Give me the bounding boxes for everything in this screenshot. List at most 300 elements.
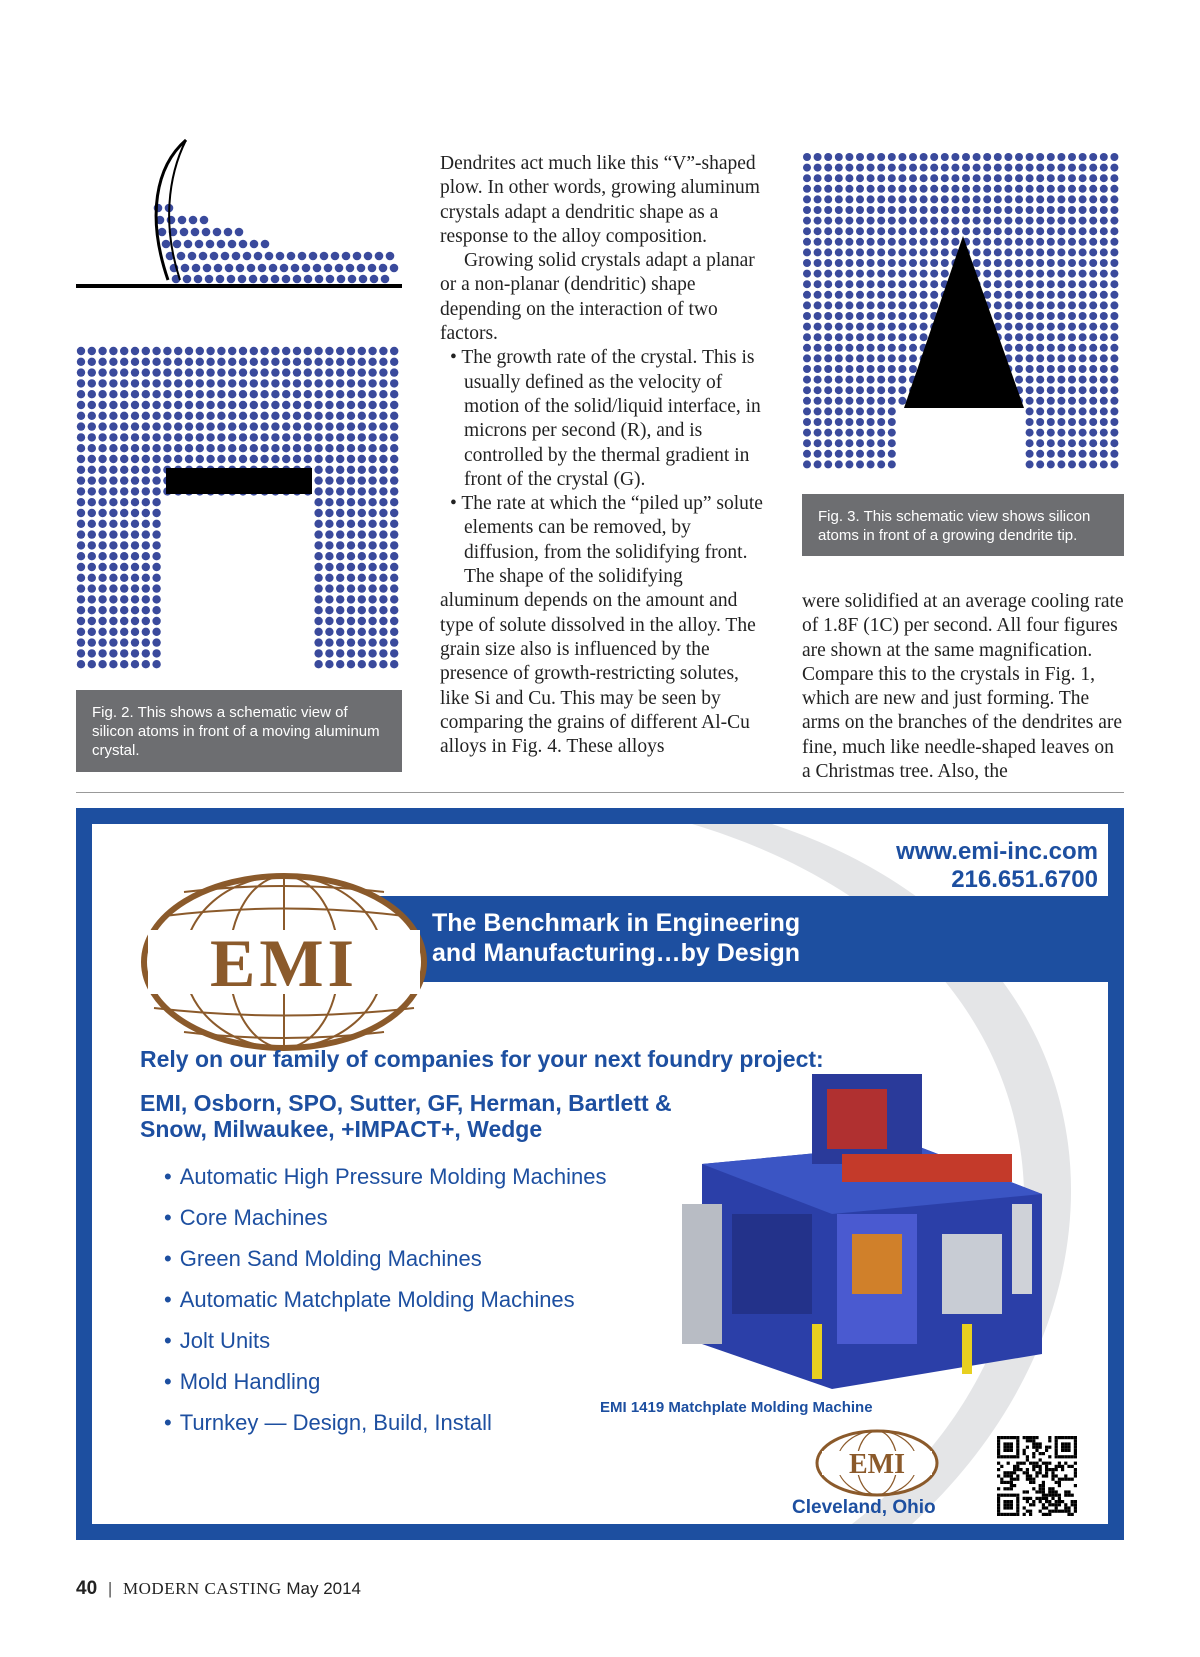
atom-dot xyxy=(845,386,853,394)
atom-dot xyxy=(888,397,896,405)
atom-dot xyxy=(120,520,128,528)
atom-dot xyxy=(824,164,832,172)
atom-dot xyxy=(1068,365,1076,373)
atom-dot xyxy=(282,422,290,430)
atom-dot xyxy=(109,412,117,420)
atom-dot xyxy=(324,264,333,273)
plow-atom-dots xyxy=(154,204,399,284)
atom-dot xyxy=(196,455,204,463)
atom-dot xyxy=(282,455,290,463)
atom-dot xyxy=(814,460,822,468)
atom-dot xyxy=(941,238,949,246)
atom-dot xyxy=(314,638,322,646)
atom-dot xyxy=(347,606,355,614)
atom-dot xyxy=(1110,217,1118,225)
atom-dot xyxy=(185,358,193,366)
atom-dot xyxy=(98,628,106,636)
atom-dot xyxy=(390,379,398,387)
atom-dot xyxy=(217,444,225,452)
atom-dot xyxy=(390,433,398,441)
atom-dot xyxy=(379,412,387,420)
atom-dot xyxy=(856,365,864,373)
atom-dot xyxy=(909,195,917,203)
small-logo-text: EMI xyxy=(849,1449,905,1480)
atom-dot xyxy=(909,291,917,299)
atom-dot xyxy=(98,368,106,376)
atom-dot xyxy=(347,520,355,528)
atom-dot xyxy=(1068,323,1076,331)
atom-dot xyxy=(276,252,285,261)
atom-dot xyxy=(77,401,85,409)
atom-dot xyxy=(98,552,106,560)
atom-dot xyxy=(98,509,106,517)
atom-dot xyxy=(803,291,811,299)
atom-dot xyxy=(1057,153,1065,161)
atom-dot xyxy=(304,368,312,376)
atom-dot xyxy=(920,333,928,341)
atom-dot xyxy=(98,498,106,506)
atom-dot xyxy=(88,606,96,614)
atom-dot xyxy=(336,455,344,463)
atom-dot xyxy=(824,270,832,278)
atom-dot xyxy=(293,368,301,376)
atom-dot xyxy=(1026,386,1034,394)
atom-dot xyxy=(109,498,117,506)
atom-dot xyxy=(898,174,906,182)
atom-dot xyxy=(803,259,811,267)
atom-dot xyxy=(920,174,928,182)
atom-dot xyxy=(1015,344,1023,352)
atom-dot xyxy=(1068,397,1076,405)
atom-dot xyxy=(845,280,853,288)
atom-dot xyxy=(856,174,864,182)
atom-dot xyxy=(867,450,875,458)
atom-dot xyxy=(390,466,398,474)
atom-dot xyxy=(131,368,139,376)
atom-dot xyxy=(1047,259,1055,267)
atom-dot xyxy=(1004,238,1012,246)
service-item: • Turnkey — Design, Build, Install xyxy=(164,1410,606,1451)
atom-dot xyxy=(163,433,171,441)
atom-dot xyxy=(877,365,885,373)
atom-dot xyxy=(239,401,247,409)
atom-dot xyxy=(1089,354,1097,362)
atom-dot xyxy=(217,390,225,398)
atom-dot xyxy=(1100,195,1108,203)
atom-dot xyxy=(239,455,247,463)
atom-dot xyxy=(845,407,853,415)
atom-dot xyxy=(994,312,1002,320)
atom-dot xyxy=(1057,418,1065,426)
atom-dot xyxy=(1110,227,1118,235)
atom-dot xyxy=(824,323,832,331)
atom-dot xyxy=(390,509,398,517)
atom-dot xyxy=(379,264,388,273)
atom-dot xyxy=(845,195,853,203)
atom-dot xyxy=(835,301,843,309)
atom-dot xyxy=(358,368,366,376)
atom-dot xyxy=(152,563,160,571)
atom-dot xyxy=(856,397,864,405)
atom-dot xyxy=(1047,460,1055,468)
atom-dot xyxy=(142,390,150,398)
atom-dot xyxy=(325,433,333,441)
atom-dot xyxy=(867,270,875,278)
atom-dot xyxy=(1079,450,1087,458)
atom-dot xyxy=(856,280,864,288)
atom-dot xyxy=(814,270,822,278)
atom-dot xyxy=(98,466,106,474)
atom-dot xyxy=(1026,227,1034,235)
middle-bullet-1: • The growth rate of the crystal. This is usually defined as the velocity of motion of the solid/liquid interface, in microns per second (R), and is controlled by the thermal gradient in front of the crystal (G). xyxy=(450,347,761,490)
atom-dot xyxy=(1047,429,1055,437)
atom-dot xyxy=(824,365,832,373)
atom-dot xyxy=(1100,185,1108,193)
atom-dot xyxy=(1057,174,1065,182)
atom-dot xyxy=(358,638,366,646)
atom-dot xyxy=(271,368,279,376)
atom-dot xyxy=(803,429,811,437)
atom-dot xyxy=(358,606,366,614)
atom-dot xyxy=(835,280,843,288)
atom-dot xyxy=(358,530,366,538)
atom-dot xyxy=(196,444,204,452)
atom-dot xyxy=(368,498,376,506)
atom-dot xyxy=(1004,301,1012,309)
atom-dot xyxy=(239,347,247,355)
atom-dot xyxy=(835,344,843,352)
atom-dot xyxy=(109,628,117,636)
atom-dot xyxy=(877,195,885,203)
atom-dot xyxy=(824,227,832,235)
atom-dot xyxy=(358,379,366,387)
atom-dot xyxy=(224,228,233,237)
atom-dot xyxy=(1036,354,1044,362)
atom-dot xyxy=(930,217,938,225)
atom-dot xyxy=(1068,407,1076,415)
atom-dot xyxy=(88,422,96,430)
atom-dot xyxy=(379,498,387,506)
atom-dot xyxy=(1047,153,1055,161)
atom-dot xyxy=(120,541,128,549)
atom-dot xyxy=(814,185,822,193)
atom-dot xyxy=(930,185,938,193)
atom-dot xyxy=(898,270,906,278)
atom-dot xyxy=(930,291,938,299)
atom-dot xyxy=(1047,217,1055,225)
atom-dot xyxy=(888,460,896,468)
atom-dot xyxy=(845,259,853,267)
atom-dot xyxy=(142,638,150,646)
atom-dot xyxy=(803,344,811,352)
atom-dot xyxy=(835,354,843,362)
atom-dot xyxy=(824,450,832,458)
atom-dot xyxy=(867,217,875,225)
atom-dot xyxy=(314,466,322,474)
atom-dot xyxy=(1036,280,1044,288)
atom-dot xyxy=(358,455,366,463)
atom-dot xyxy=(909,354,917,362)
atom-dot xyxy=(325,563,333,571)
atom-dot xyxy=(835,291,843,299)
atom-dot xyxy=(803,376,811,384)
atom-dot xyxy=(325,444,333,452)
atom-dot xyxy=(152,530,160,538)
atom-dot xyxy=(898,238,906,246)
atom-dot xyxy=(131,563,139,571)
atom-dot xyxy=(1026,206,1034,214)
atom-dot xyxy=(814,301,822,309)
atom-dot xyxy=(390,347,398,355)
atom-dot xyxy=(1026,301,1034,309)
atom-dot xyxy=(173,240,182,249)
atom-dot xyxy=(835,270,843,278)
atom-dot xyxy=(379,649,387,657)
atom-dot xyxy=(930,153,938,161)
atom-dot xyxy=(314,541,322,549)
atom-dot xyxy=(336,660,344,668)
atom-dot xyxy=(983,270,991,278)
atom-dot xyxy=(336,466,344,474)
atom-dot xyxy=(347,433,355,441)
atom-dot xyxy=(1110,333,1118,341)
atom-dot xyxy=(131,584,139,592)
atom-dot xyxy=(142,379,150,387)
atom-dot xyxy=(1068,227,1076,235)
atom-dot xyxy=(368,552,376,560)
atom-dot xyxy=(803,460,811,468)
atom-dot xyxy=(142,660,150,668)
ad-company-list: EMI, Osborn, SPO, Sutter, GF, Herman, Bartlett & Snow, Milwaukee, +IMPACT+, Wedge xyxy=(140,1090,672,1142)
atom-dot xyxy=(930,270,938,278)
atom-dot xyxy=(347,390,355,398)
atom-dot xyxy=(920,217,928,225)
atom-dot xyxy=(1015,248,1023,256)
atom-dot xyxy=(824,185,832,193)
atom-dot xyxy=(994,280,1002,288)
atom-dot xyxy=(314,628,322,636)
atom-dot xyxy=(1036,238,1044,246)
atom-dot xyxy=(336,444,344,452)
atom-dot xyxy=(347,649,355,657)
fig2-atom-dots xyxy=(77,347,399,669)
atom-dot xyxy=(206,240,215,249)
atom-dot xyxy=(1100,206,1108,214)
atom-dot xyxy=(867,333,875,341)
atom-dot xyxy=(1068,238,1076,246)
atom-dot xyxy=(131,660,139,668)
atom-dot xyxy=(898,354,906,362)
atom-dot xyxy=(994,301,1002,309)
atom-dot xyxy=(1089,164,1097,172)
atom-dot xyxy=(888,280,896,288)
atom-dot xyxy=(1004,217,1012,225)
atom-dot xyxy=(1057,248,1065,256)
atom-dot xyxy=(77,660,85,668)
atom-dot xyxy=(1110,386,1118,394)
atom-dot xyxy=(845,301,853,309)
atom-dot xyxy=(282,412,290,420)
atom-dot xyxy=(379,466,387,474)
atom-dot xyxy=(379,541,387,549)
atom-dot xyxy=(1089,248,1097,256)
atom-dot xyxy=(962,206,970,214)
atom-dot xyxy=(163,390,171,398)
atom-dot xyxy=(347,379,355,387)
atom-dot xyxy=(390,368,398,376)
atom-dot xyxy=(88,455,96,463)
atom-dot xyxy=(196,368,204,376)
atom-dot xyxy=(845,164,853,172)
atom-dot xyxy=(1079,407,1087,415)
atom-dot xyxy=(314,660,322,668)
atom-dot xyxy=(109,649,117,657)
atom-dot xyxy=(120,379,128,387)
qr-code[interactable] xyxy=(997,1436,1077,1516)
atom-dot xyxy=(210,252,219,261)
atom-dot xyxy=(845,439,853,447)
atom-dot xyxy=(856,354,864,362)
atom-dot xyxy=(1110,291,1118,299)
atom-dot xyxy=(217,368,225,376)
atom-dot xyxy=(131,649,139,657)
atom-dot xyxy=(217,422,225,430)
atom-dot xyxy=(199,252,208,261)
atom-dot xyxy=(1047,386,1055,394)
atom-dot xyxy=(120,466,128,474)
atom-dot xyxy=(131,606,139,614)
atom-dot xyxy=(260,379,268,387)
atom-dot xyxy=(390,584,398,592)
atom-dot xyxy=(1110,259,1118,267)
atom-dot xyxy=(898,227,906,235)
atom-dot xyxy=(1079,429,1087,437)
atom-dot xyxy=(379,368,387,376)
atom-dot xyxy=(368,606,376,614)
atom-dot xyxy=(282,390,290,398)
atom-dot xyxy=(358,444,366,452)
atom-dot xyxy=(1047,407,1055,415)
atom-dot xyxy=(1089,280,1097,288)
atom-dot xyxy=(337,275,346,284)
atom-dot xyxy=(1026,450,1034,458)
atom-dot xyxy=(941,164,949,172)
atom-dot xyxy=(368,541,376,549)
atom-dot xyxy=(314,390,322,398)
atom-dot xyxy=(88,541,96,549)
atom-dot xyxy=(1026,439,1034,447)
atom-dot xyxy=(192,264,201,273)
atom-dot xyxy=(98,487,106,495)
atom-dot xyxy=(1026,259,1034,267)
atom-dot xyxy=(909,227,917,235)
atom-dot xyxy=(282,347,290,355)
atom-dot xyxy=(1079,323,1087,331)
atom-dot xyxy=(1089,376,1097,384)
atom-dot xyxy=(120,390,128,398)
atom-dot xyxy=(845,365,853,373)
atom-dot xyxy=(803,185,811,193)
atom-dot xyxy=(941,227,949,235)
atom-dot xyxy=(1004,291,1012,299)
atom-dot xyxy=(250,240,259,249)
atom-dot xyxy=(325,660,333,668)
atom-dot xyxy=(898,291,906,299)
atom-dot xyxy=(973,164,981,172)
atom-dot xyxy=(1026,312,1034,320)
atom-dot xyxy=(379,628,387,636)
atom-dot xyxy=(930,206,938,214)
atom-dot xyxy=(983,164,991,172)
atom-dot xyxy=(835,185,843,193)
atom-dot xyxy=(824,206,832,214)
atom-dot xyxy=(358,347,366,355)
atom-dot xyxy=(1026,397,1034,405)
atom-dot xyxy=(293,455,301,463)
atom-dot xyxy=(856,206,864,214)
atom-dot xyxy=(217,455,225,463)
emi-advertisement xyxy=(76,808,1124,1540)
atom-dot xyxy=(120,401,128,409)
atom-dot xyxy=(845,333,853,341)
atom-dot xyxy=(1036,429,1044,437)
atom-dot xyxy=(920,164,928,172)
atom-dot xyxy=(206,455,214,463)
website-link[interactable]: www.emi-inc.com xyxy=(896,838,1098,865)
atom-dot xyxy=(951,185,959,193)
atom-dot xyxy=(1110,429,1118,437)
atom-dot xyxy=(1079,270,1087,278)
atom-dot xyxy=(77,617,85,625)
atom-dot xyxy=(302,264,311,273)
atom-dot xyxy=(250,433,258,441)
atom-dot xyxy=(98,617,106,625)
atom-dot xyxy=(347,617,355,625)
atom-dot xyxy=(77,487,85,495)
atom-dot xyxy=(98,347,106,355)
atom-dot xyxy=(358,390,366,398)
atom-dot xyxy=(1026,354,1034,362)
atom-dot xyxy=(1089,301,1097,309)
atom-dot xyxy=(98,476,106,484)
atom-dot xyxy=(814,153,822,161)
atom-dot xyxy=(216,275,225,284)
atom-dot xyxy=(88,617,96,625)
atom-dot xyxy=(196,433,204,441)
atom-dot xyxy=(845,344,853,352)
atom-dot xyxy=(202,228,211,237)
atom-dot xyxy=(336,541,344,549)
atom-dot xyxy=(189,216,198,225)
fig3-caption: Fig. 3. This schematic view shows silicon atoms in front of a growing dendrite tip. xyxy=(802,494,1124,556)
atom-dot xyxy=(835,333,843,341)
atom-dot xyxy=(1100,439,1108,447)
atom-dot xyxy=(920,280,928,288)
atom-dot xyxy=(368,649,376,657)
atom-dot xyxy=(260,412,268,420)
atom-dot xyxy=(88,574,96,582)
atom-dot xyxy=(1100,450,1108,458)
atom-dot xyxy=(1089,407,1097,415)
atom-dot xyxy=(898,365,906,373)
atom-dot xyxy=(167,216,176,225)
atom-dot xyxy=(347,509,355,517)
atom-dot xyxy=(994,174,1002,182)
atom-dot xyxy=(973,217,981,225)
atom-dot xyxy=(88,401,96,409)
atom-dot xyxy=(185,347,193,355)
atom-dot xyxy=(131,628,139,636)
